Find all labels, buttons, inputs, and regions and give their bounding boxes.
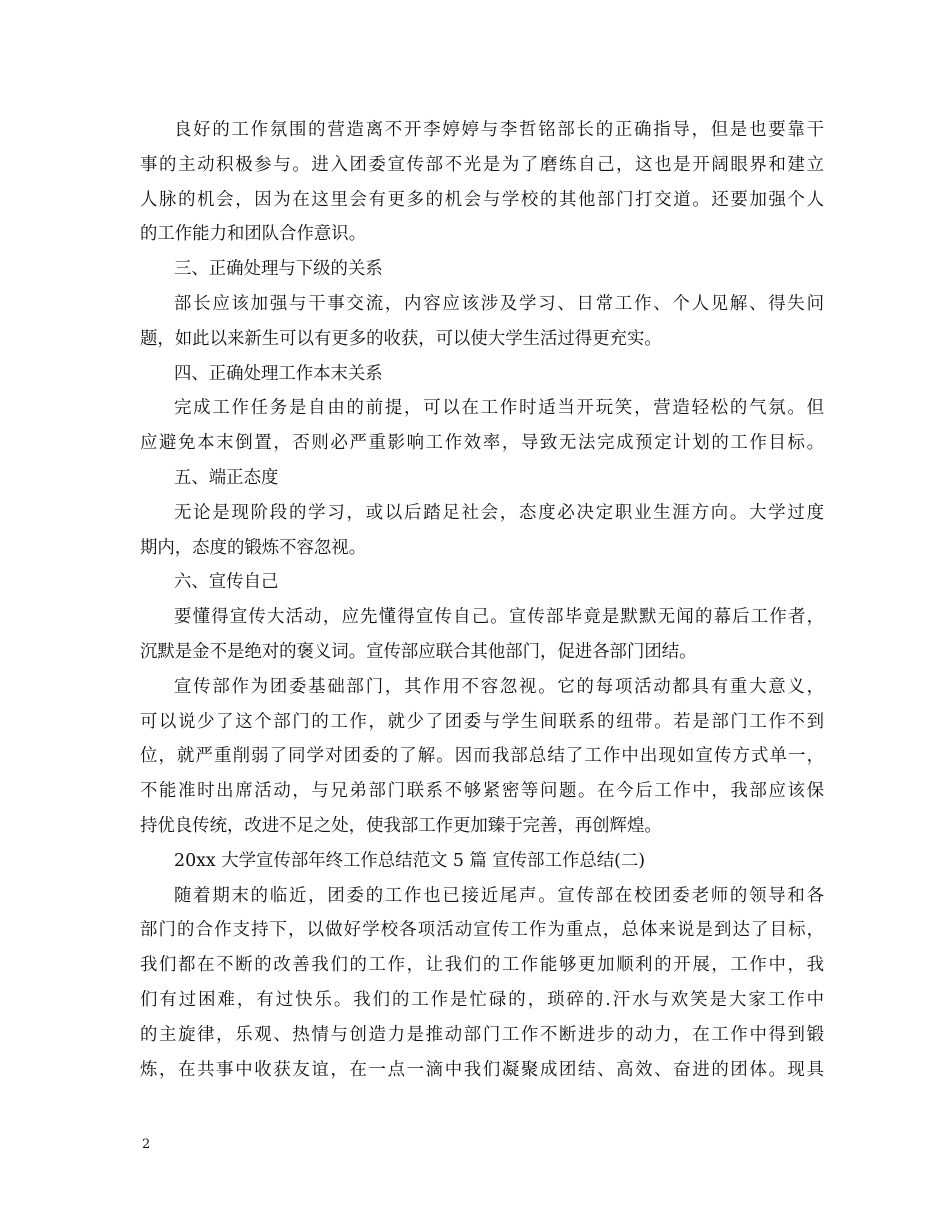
paragraph-line: 沉默是金不是绝对的褒义词。宣传部应联合其他部门，促进各部门团结。 — [140, 641, 697, 662]
paragraph-line: 持优良传统，改进不足之处，使我部工作更加臻于完善，再创辉煌。 — [140, 815, 662, 836]
paragraph-line: 无论是现阶段的学习，或以后踏足社会，态度必决定职业生涯方向。大学过度 — [174, 502, 824, 523]
paragraph-line: 要懂得宣传大活动，应先懂得宣传自己。宣传部毕竟是默默无闻的幕后工作者， — [174, 607, 824, 628]
paragraph-line: 可以说少了这个部门的工作，就少了团委与学生间联系的纽带。若是部门工作不到 — [140, 711, 824, 732]
paragraph-line: 人脉的机会，因为在这里会有更多的机会与学校的其他部门打交道。还要加强个人 — [140, 189, 824, 210]
section-heading: 五、端正态度 — [174, 467, 279, 488]
paragraph-line: 事的主动积极参与。进入团委宣传部不光是为了磨练自己，这也是开阔眼界和建立 — [140, 154, 824, 175]
paragraph-line: 的工作能力和团队合作意识。 — [140, 224, 367, 245]
paragraph-line: 随着期末的临近，团委的工作也已接近尾声。宣传部在校团委老师的领导和各 — [174, 885, 824, 906]
paragraph-line: 题，如此以来新生可以有更多的收获，可以使大学生活过得更充实。 — [140, 328, 662, 349]
section-heading: 三、正确处理与下级的关系 — [174, 259, 383, 280]
paragraph-line: 宣传部作为团委基础部门，其作用不容忽视。它的每项活动都具有重大意义， — [174, 676, 824, 697]
paragraph-line: 良好的工作氛围的营造离不开李婷婷与李哲铭部长的正确指导，但是也要靠干 — [174, 120, 824, 140]
paragraph-line: 完成工作任务是自由的前提，可以在工作时适当开玩笑，营造轻松的气氛。但 — [174, 398, 824, 419]
paragraph-line: 部长应该加强与干事交流，内容应该涉及学习、日常工作、个人见解、得失问 — [174, 293, 824, 314]
article-title: 20xx 大学宣传部年终工作总结范文 5 篇 宣传部工作总结(二) — [174, 850, 646, 871]
paragraph-line: 期内，态度的锻炼不容忽视。 — [140, 537, 367, 558]
paragraph-line: 炼，在共事中收获友谊，在一点一滴中我们凝聚成团结、高效、奋进的团体。现具 — [140, 1059, 824, 1080]
section-heading: 四、正确处理工作本末关系 — [174, 363, 383, 384]
paragraph-line: 部门的合作支持下，以做好学校各项活动宣传工作为重点，总体来说是到达了目标， — [140, 920, 824, 941]
paragraph-line: 我们都在不断的改善我们的工作，让我们的工作能够更加顺利的开展，工作中，我 — [140, 955, 824, 976]
paragraph-line: 位，就严重削弱了同学对团委的了解。因而我部总结了工作中出现如宣传方式单一， — [140, 746, 824, 767]
paragraph-line: 应避免本末倒置，否则必严重影响工作效率，导致无法完成预定计划的工作目标。 — [140, 433, 824, 454]
paragraph-line: 的主旋律，乐观、热情与创造力是推动部门工作不断进步的动力，在工作中得到锻 — [140, 1024, 824, 1045]
paragraph-line: 们有过困难，有过快乐。我们的工作是忙碌的，琐碎的.汗水与欢笑是大家工作中 — [140, 989, 824, 1010]
paragraph-line: 不能准时出席活动，与兄弟部门联系不够紧密等问题。在今后工作中，我部应该保 — [140, 781, 824, 802]
section-heading: 六、宣传自己 — [174, 572, 279, 593]
page-number: 2 — [142, 1137, 151, 1152]
body-text — [140, 113, 824, 1087]
